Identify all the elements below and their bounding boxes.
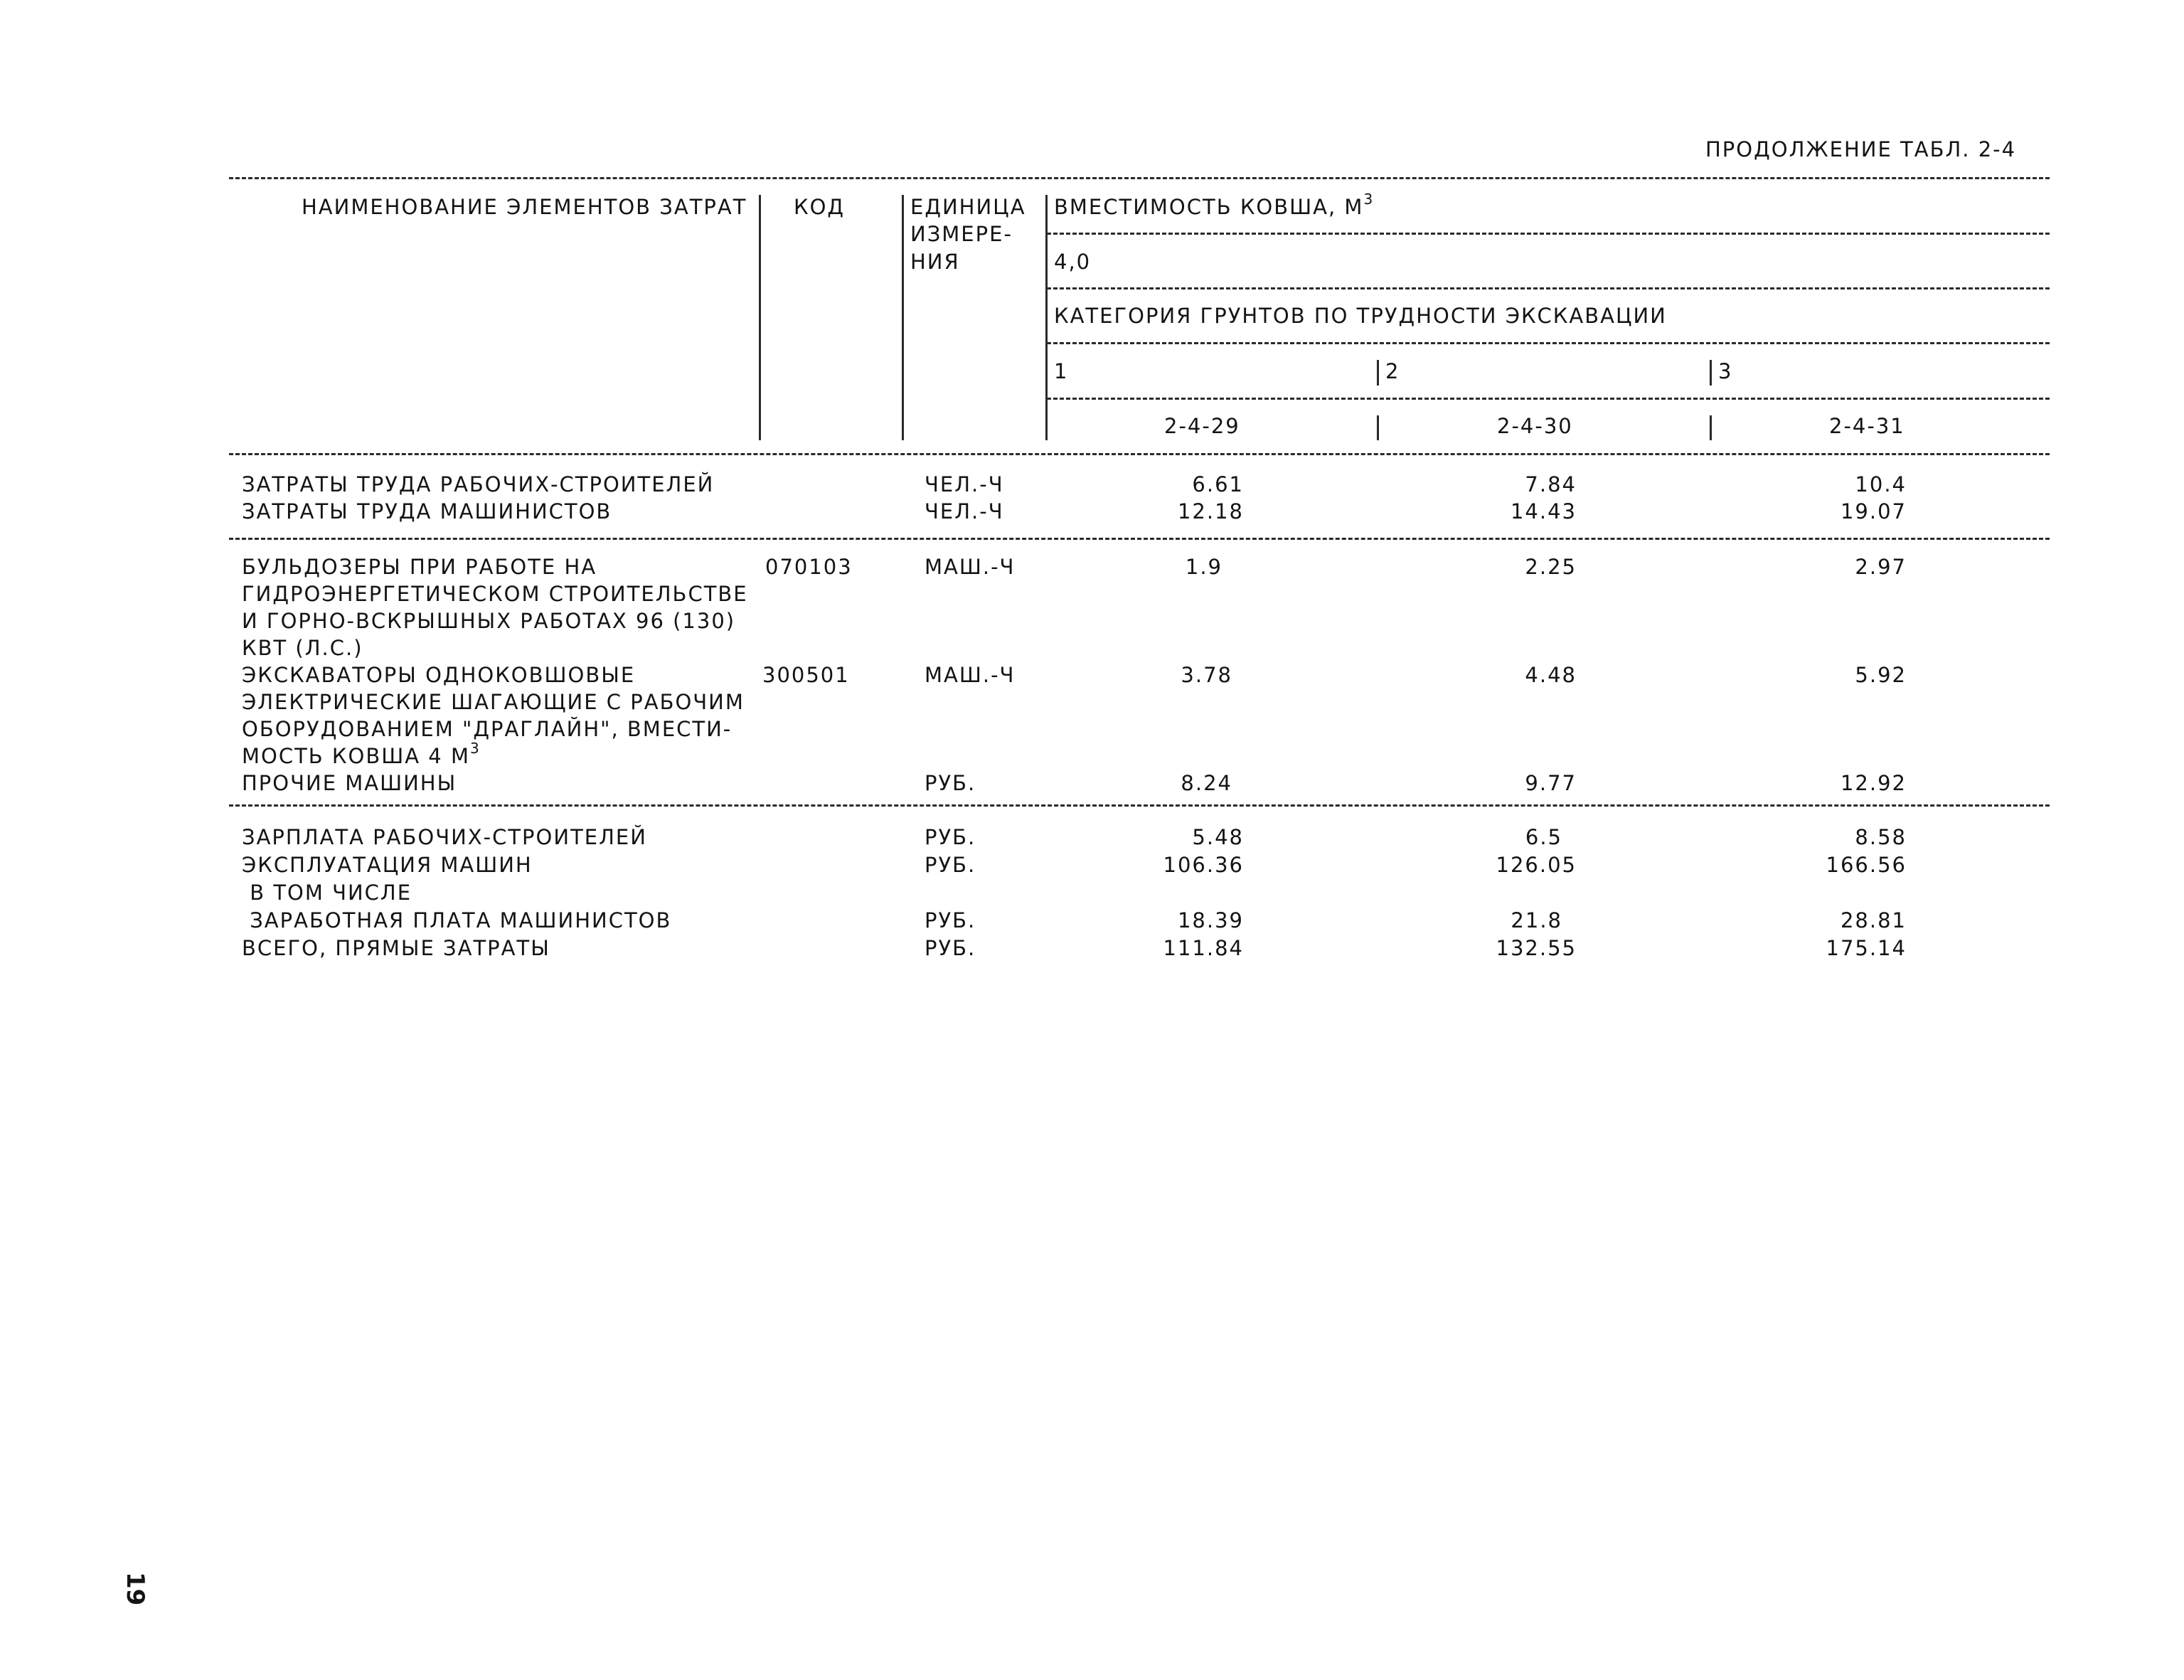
rule-soil: [1047, 342, 2050, 344]
header-unit-line2: ИЗМЕРЕ-: [910, 222, 1013, 246]
header-code-2: 2-4-30: [1497, 414, 1573, 438]
totals-row-value-1: 106.36: [1163, 853, 1244, 877]
rule-header-bottom: [229, 453, 2050, 455]
machine-value-2: 2.25: [1525, 555, 1577, 579]
totals-row-value-1: 18.39: [1177, 908, 1244, 932]
labor-row-unit: ЧЕЛ.-Ч: [925, 472, 1004, 496]
totals-row-value-1: 111.84: [1163, 936, 1244, 960]
labor-row-name: ЗАТРАТЫ ТРУДА РАБОЧИХ-СТРОИТЕЛЕЙ: [242, 472, 715, 496]
totals-row-value-3: 8.58: [1855, 825, 1907, 849]
totals-row-value-1: 5.48: [1192, 825, 1244, 849]
header-capacity: ВМЕСТИМОСТЬ КОВША, $М^3$: [1054, 191, 1375, 219]
labor-row-value-1: 12.18: [1177, 499, 1244, 523]
machine-name-line: ЭКСКАВАТОРЫ ОДНОКОВШОВЫЕ: [242, 663, 636, 687]
totals-row-value-3: 166.56: [1826, 853, 1907, 877]
header-category-3: 3: [1718, 359, 1733, 383]
table-caption: ПРОДОЛЖЕНИЕ ТАБЛ. 2-4: [1705, 137, 2017, 161]
vbar-name-code: [759, 195, 761, 440]
totals-row-unit: РУБ.: [925, 825, 976, 849]
header-name: НАИМЕНОВАНИЕ ЭЛЕМЕНТОВ ЗАТРАТ: [302, 195, 747, 219]
totals-row-unit: РУБ.: [925, 936, 976, 960]
labor-row-value-2: 7.84: [1525, 472, 1577, 496]
totals-row-value-3: 175.14: [1826, 936, 1907, 960]
bucket-superscript: 3: [470, 740, 481, 757]
machine-name-line: МОСТЬ КОВША 4 $М^3$: [242, 740, 481, 768]
machine-unit: МАШ.-Ч: [925, 555, 1016, 579]
labor-row-unit: ЧЕЛ.-Ч: [925, 499, 1004, 523]
rule-after-machines: [229, 804, 2050, 807]
vbar-code-unit: [902, 195, 904, 440]
machine-name-line: И ГОРНО-ВСКРЫШНЫХ РАБОТАХ 96 (130): [242, 609, 736, 633]
totals-row-value-2: 132.55: [1496, 936, 1577, 960]
rule-capacity: [1047, 233, 2050, 235]
totals-row-name: ЭКСПЛУАТАЦИЯ МАШИН: [242, 853, 533, 877]
totals-row-name: ЗАРАБОТНАЯ ПЛАТА МАШИНИСТОВ: [242, 908, 672, 932]
labor-row-value-3: 19.07: [1840, 499, 1907, 523]
vbar-unit-values: [1045, 195, 1048, 440]
vbar-code-2: [1377, 415, 1379, 440]
machine-name-line: БУЛЬДОЗЕРЫ ПРИ РАБОТЕ НА: [242, 555, 597, 579]
rule-after-labor: [229, 538, 2050, 540]
header-unit-line1: ЕДИНИЦА: [910, 195, 1026, 219]
labor-row-value-2: 14.43: [1510, 499, 1577, 523]
totals-row-value-2: 126.05: [1496, 853, 1577, 877]
page-number: 19: [121, 1572, 149, 1606]
totals-row-name: ЗАРПЛАТА РАБОЧИХ-СТРОИТЕЛЕЙ: [242, 825, 647, 849]
machine-value-2: 4.48: [1525, 663, 1577, 687]
capacity-superscript: 3: [1363, 191, 1375, 208]
machine-name-line: ЭЛЕКТРИЧЕСКИЕ ШАГАЮЩИЕ С РАБОЧИМ: [242, 690, 745, 714]
machine-value-1: 1.9: [1185, 555, 1222, 579]
vbar-code-3: [1710, 415, 1712, 440]
header-code: КОД: [794, 195, 846, 219]
totals-row-name: В ТОМ ЧИСЛЕ: [242, 881, 412, 905]
machine-name-line: ОБОРУДОВАНИЕМ "ДРАГЛАЙН", ВМЕСТИ-: [242, 717, 733, 741]
labor-row-name: ЗАТРАТЫ ТРУДА МАШИНИСТОВ: [242, 499, 612, 523]
header-capacity-value: 4,0: [1054, 250, 1092, 274]
machine-name-line: ПРОЧИЕ МАШИНЫ: [242, 771, 457, 795]
header-category-1: 1: [1054, 359, 1069, 383]
rule-categories: [1047, 398, 2050, 400]
machine-value-2: 9.77: [1525, 771, 1577, 795]
rule-capacity-value: [1047, 287, 2050, 289]
header-code-3: 2-4-31: [1829, 414, 1905, 438]
labor-row-value-1: 6.61: [1192, 472, 1244, 496]
machine-unit: РУБ.: [925, 771, 976, 795]
labor-row-value-3: 10.4: [1855, 472, 1907, 496]
machine-name-line: ГИДРОЭНЕРГЕТИЧЕСКОМ СТРОИТЕЛЬСТВЕ: [242, 582, 748, 606]
totals-row-value-3: 28.81: [1840, 908, 1907, 932]
machine-code: 300501: [762, 663, 850, 687]
totals-row-value-2: 21.8: [1511, 908, 1562, 932]
totals-row-value-2: 6.5: [1525, 825, 1562, 849]
totals-row-unit: РУБ.: [925, 908, 976, 932]
header-unit-line3: НИЯ: [910, 250, 960, 274]
vbar-cat-3: [1710, 360, 1712, 386]
machine-unit: МАШ.-Ч: [925, 663, 1016, 687]
machine-value-3: 5.92: [1855, 663, 1907, 687]
machine-value-3: 2.97: [1855, 555, 1907, 579]
machine-value-1: 3.78: [1181, 663, 1232, 687]
header-code-1: 2-4-29: [1164, 414, 1240, 438]
machine-value-3: 12.92: [1840, 771, 1907, 795]
totals-row-unit: РУБ.: [925, 853, 976, 877]
header-soil-category: КАТЕГОРИЯ ГРУНТОВ ПО ТРУДНОСТИ ЭКСКАВАЦИИ: [1054, 304, 1667, 328]
machine-code: 070103: [765, 555, 853, 579]
machine-value-1: 8.24: [1181, 771, 1232, 795]
rule-top: [229, 177, 2050, 179]
machine-name-line: КВТ (Л.С.): [242, 636, 363, 660]
header-category-2: 2: [1385, 359, 1400, 383]
totals-row-name: ВСЕГО, ПРЯМЫЕ ЗАТРАТЫ: [242, 936, 550, 960]
vbar-cat-2: [1377, 360, 1379, 386]
